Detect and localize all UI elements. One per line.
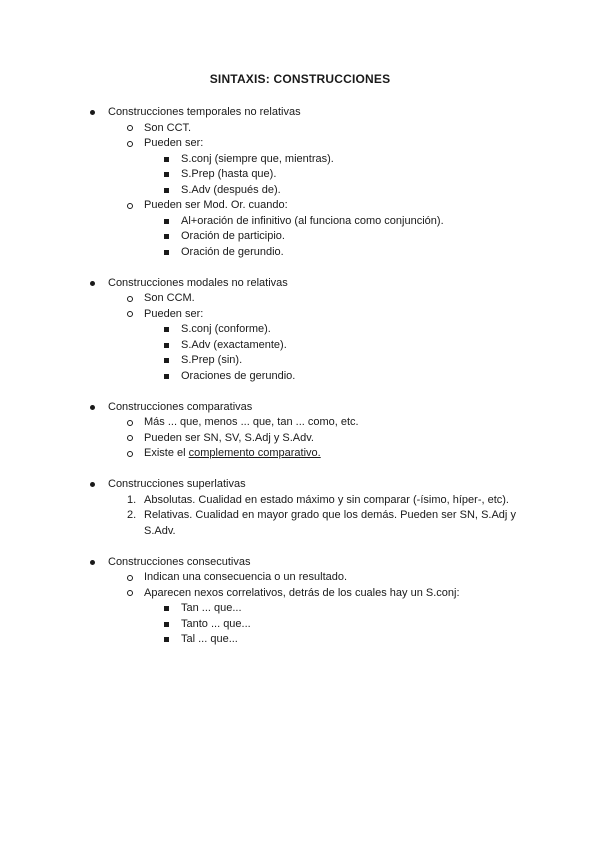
bullet-circle-icon	[127, 311, 133, 317]
bullet-disc-icon	[90, 281, 95, 286]
item-number: 2.	[127, 509, 137, 521]
list-item	[0, 601, 600, 617]
page-title: SINTAXIS: CONSTRUCCIONES	[209, 72, 391, 86]
list-item	[0, 276, 600, 292]
bullet-square-icon	[164, 637, 169, 642]
bullet-square-icon	[164, 219, 169, 224]
underlined-term: complemento comparativo.	[188, 447, 321, 459]
item-text: Pueden ser:	[144, 307, 204, 320]
bullet-square-icon	[164, 374, 169, 379]
section-heading: Construcciones temporales no relativas	[108, 106, 301, 118]
item-text: Oraciones de gerundio.	[181, 369, 296, 382]
list-item	[0, 167, 600, 183]
section-heading: Construcciones superlativas	[108, 478, 246, 490]
item-text: S.conj (conforme).	[181, 323, 271, 335]
list-item	[0, 338, 600, 354]
list-item	[0, 183, 600, 199]
bullet-circle-icon	[127, 125, 133, 131]
list-item	[0, 369, 600, 385]
bullet-square-icon	[164, 234, 169, 239]
bullet-circle-icon	[127, 203, 133, 209]
item-text: Pueden ser:	[144, 137, 204, 149]
bullet-circle-icon	[127, 575, 133, 581]
bullet-circle-icon	[127, 296, 133, 302]
section-heading: Construcciones consecutivas	[108, 555, 251, 568]
list-item	[0, 477, 600, 493]
bullet-disc-icon	[90, 110, 95, 115]
list-item	[0, 152, 600, 168]
item-number: 1.	[127, 493, 137, 506]
bullet-square-icon	[164, 327, 169, 332]
list-item	[0, 415, 600, 431]
item-text: Tanto ... que...	[181, 617, 251, 630]
list-item	[0, 586, 600, 602]
list-item	[0, 198, 600, 214]
item-text: Al+oración de infinitivo (al funciona como conjunción).	[181, 214, 444, 227]
bullet-square-icon	[164, 343, 169, 348]
item-text: Más ... que, menos ... que, tan ... como, etc.	[144, 416, 359, 428]
item-text: Oración de participio.	[181, 230, 285, 242]
numbered-item	[0, 493, 600, 509]
list-item	[0, 431, 600, 447]
list-item	[0, 245, 600, 261]
bullet-square-icon	[164, 157, 169, 162]
list-item	[0, 121, 600, 137]
item-text: Absolutas. Cualidad en estado máximo y sin comparar (-ísimo, híper-, etc).	[144, 493, 509, 506]
bullet-disc-icon	[90, 405, 95, 410]
section-comparativas	[0, 400, 600, 462]
section-consecutivas	[0, 555, 600, 648]
bullet-square-icon	[164, 250, 169, 255]
list-item	[0, 570, 600, 586]
bullet-circle-icon	[127, 420, 133, 426]
document-body	[0, 105, 600, 663]
list-item	[0, 291, 600, 307]
item-text: S.Adv (después de).	[181, 183, 281, 196]
bullet-square-icon	[164, 188, 169, 193]
item-text: S.Prep (hasta que).	[181, 168, 277, 180]
list-item	[0, 446, 600, 462]
bullet-circle-icon	[127, 451, 133, 457]
item-text: Tan ... que...	[181, 602, 242, 614]
item-text: Son CCT.	[144, 121, 192, 134]
list-item	[0, 353, 600, 369]
bullet-square-icon	[164, 606, 169, 611]
bullet-circle-icon	[127, 590, 133, 596]
bullet-square-icon	[164, 172, 169, 177]
item-text: Indican una consecuencia o un resultado.	[144, 571, 348, 583]
list-item	[0, 632, 600, 648]
item-text: S.conj (siempre que, mientras).	[181, 152, 334, 165]
bullet-circle-icon	[127, 141, 133, 147]
section-superlativas	[0, 477, 600, 539]
bullet-square-icon	[164, 358, 169, 363]
list-item	[0, 105, 600, 121]
section-modales	[0, 276, 600, 385]
list-item	[0, 136, 600, 152]
numbered-item	[0, 508, 600, 539]
item-text: Existe el	[144, 447, 189, 459]
list-item	[0, 214, 600, 230]
bullet-square-icon	[164, 622, 169, 627]
section-temporales	[0, 105, 600, 260]
item-text: Son CCM.	[144, 292, 195, 304]
item-text: Relativas. Cualidad en mayor grado que los demás. Pueden ser SN, S.Adj y S.Adv.	[144, 509, 516, 537]
bullet-disc-icon	[90, 482, 95, 487]
list-item	[0, 307, 600, 323]
section-heading: Construcciones comparativas	[108, 400, 253, 413]
item-text: Oración de gerundio.	[181, 245, 284, 258]
list-item	[0, 229, 600, 245]
item-text: S.Prep (sin).	[181, 354, 243, 366]
item-text: Aparecen nexos correlativos, detrás de los cuales hay un S.conj:	[144, 586, 460, 599]
list-item	[0, 555, 600, 571]
section-heading: Construcciones modales no relativas	[108, 276, 288, 289]
item-text: Pueden ser SN, SV, S.Adj y S.Adv.	[144, 431, 314, 444]
bullet-circle-icon	[127, 435, 133, 441]
list-item	[0, 322, 600, 338]
list-item	[0, 400, 600, 416]
bullet-disc-icon	[90, 560, 95, 565]
list-item	[0, 617, 600, 633]
item-text: S.Adv (exactamente).	[181, 338, 287, 351]
item-text: Tal ... que...	[181, 633, 238, 645]
item-text: Pueden ser Mod. Or. cuando:	[144, 199, 288, 211]
